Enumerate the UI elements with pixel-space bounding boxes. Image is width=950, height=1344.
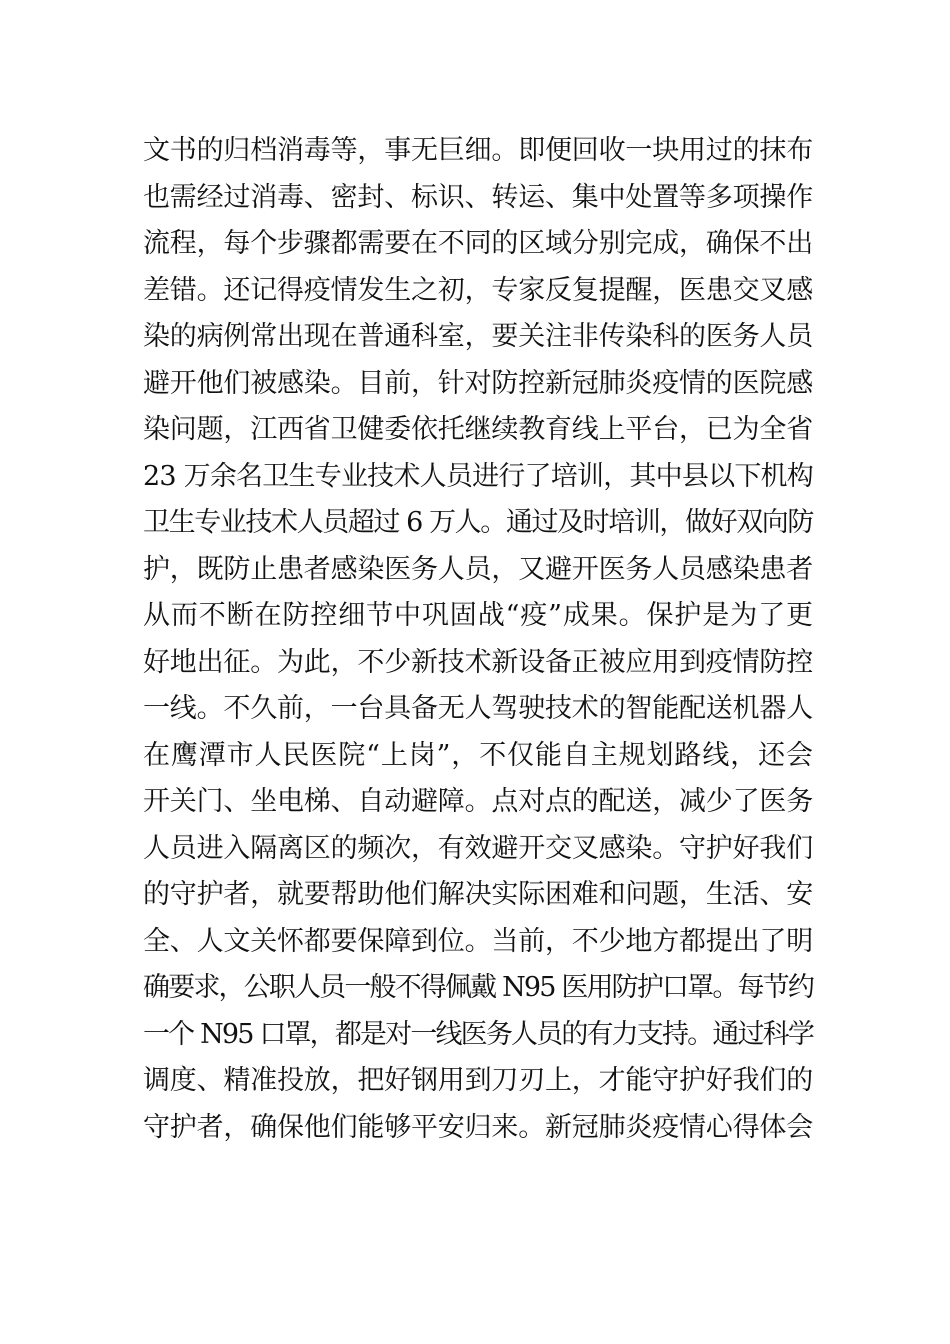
text-line: 确要求，公职人员一般不得佩戴 N95 医用防护口罩。每节约 xyxy=(143,972,813,1003)
text-line: 一线。不久前，一台具备无人驾驶技术的智能配送机器人 xyxy=(143,693,813,724)
text-line: 全、人文关怀都要保障到位。当前，不少地方都提出了明 xyxy=(143,925,813,957)
text-line: 好地出征。为此，不少新技术新设备正被应用到疫情防控 xyxy=(143,646,813,678)
text-line: 文书的归档消毒等，事无巨细。即便回收一块用过的抹布 xyxy=(143,135,813,166)
text-line: 卫生专业技术人员超过 6 万人。通过及时培训，做好双向防 xyxy=(143,507,813,538)
text-line: 染问题，江西省卫健委依托继续教育线上平台，已为全省 xyxy=(143,414,813,445)
text-line: 守护者，确保他们能够平安归来。新冠肺炎疫情心得体会 xyxy=(143,1111,813,1143)
text-line: 护，既防止患者感染医务人员，又避开医务人员感染患者 xyxy=(143,553,813,585)
text-line: 开关门、坐电梯、自动避障。点对点的配送，减少了医务 xyxy=(143,786,813,817)
text-line: 在鹰潭市人民医院“上岗”，不仅能自主规划路线，还会 xyxy=(143,739,813,771)
text-line: 人员进入隔离区的频次，有效避开交叉感染。守护好我们 xyxy=(143,832,813,864)
text-line: 调度、精准投放，把好钢用到刀刃上，才能守护好我们的 xyxy=(143,1065,813,1096)
text-line: 流程，每个步骤都需要在不同的区域分别完成，确保不出 xyxy=(143,228,813,259)
text-line: 差错。还记得疫情发生之初，专家反复提醒，医患交叉感 xyxy=(143,274,813,306)
text-line: 一个 N95 口罩，都是对一线医务人员的有力支持。通过科学 xyxy=(143,1018,813,1050)
text-line: 避开他们被感染。目前，针对防控新冠肺炎疫情的医院感 xyxy=(143,367,813,399)
body-paragraph xyxy=(143,128,813,1151)
text-line: 的守护者，就要帮助他们解决实际困难和问题，生活、安 xyxy=(143,879,813,910)
text-line: 从而不断在防控细节中巩固战“疫”成果。保护是为了更 xyxy=(143,600,813,631)
text-line: 也需经过消毒、密封、标识、转运、集中处置等多项操作 xyxy=(143,181,813,213)
text-line: 23 万余名卫生专业技术人员进行了培训，其中县以下机构 xyxy=(143,460,813,492)
text-line: 染的病例常出现在普通科室，要关注非传染科的医务人员 xyxy=(143,321,813,352)
